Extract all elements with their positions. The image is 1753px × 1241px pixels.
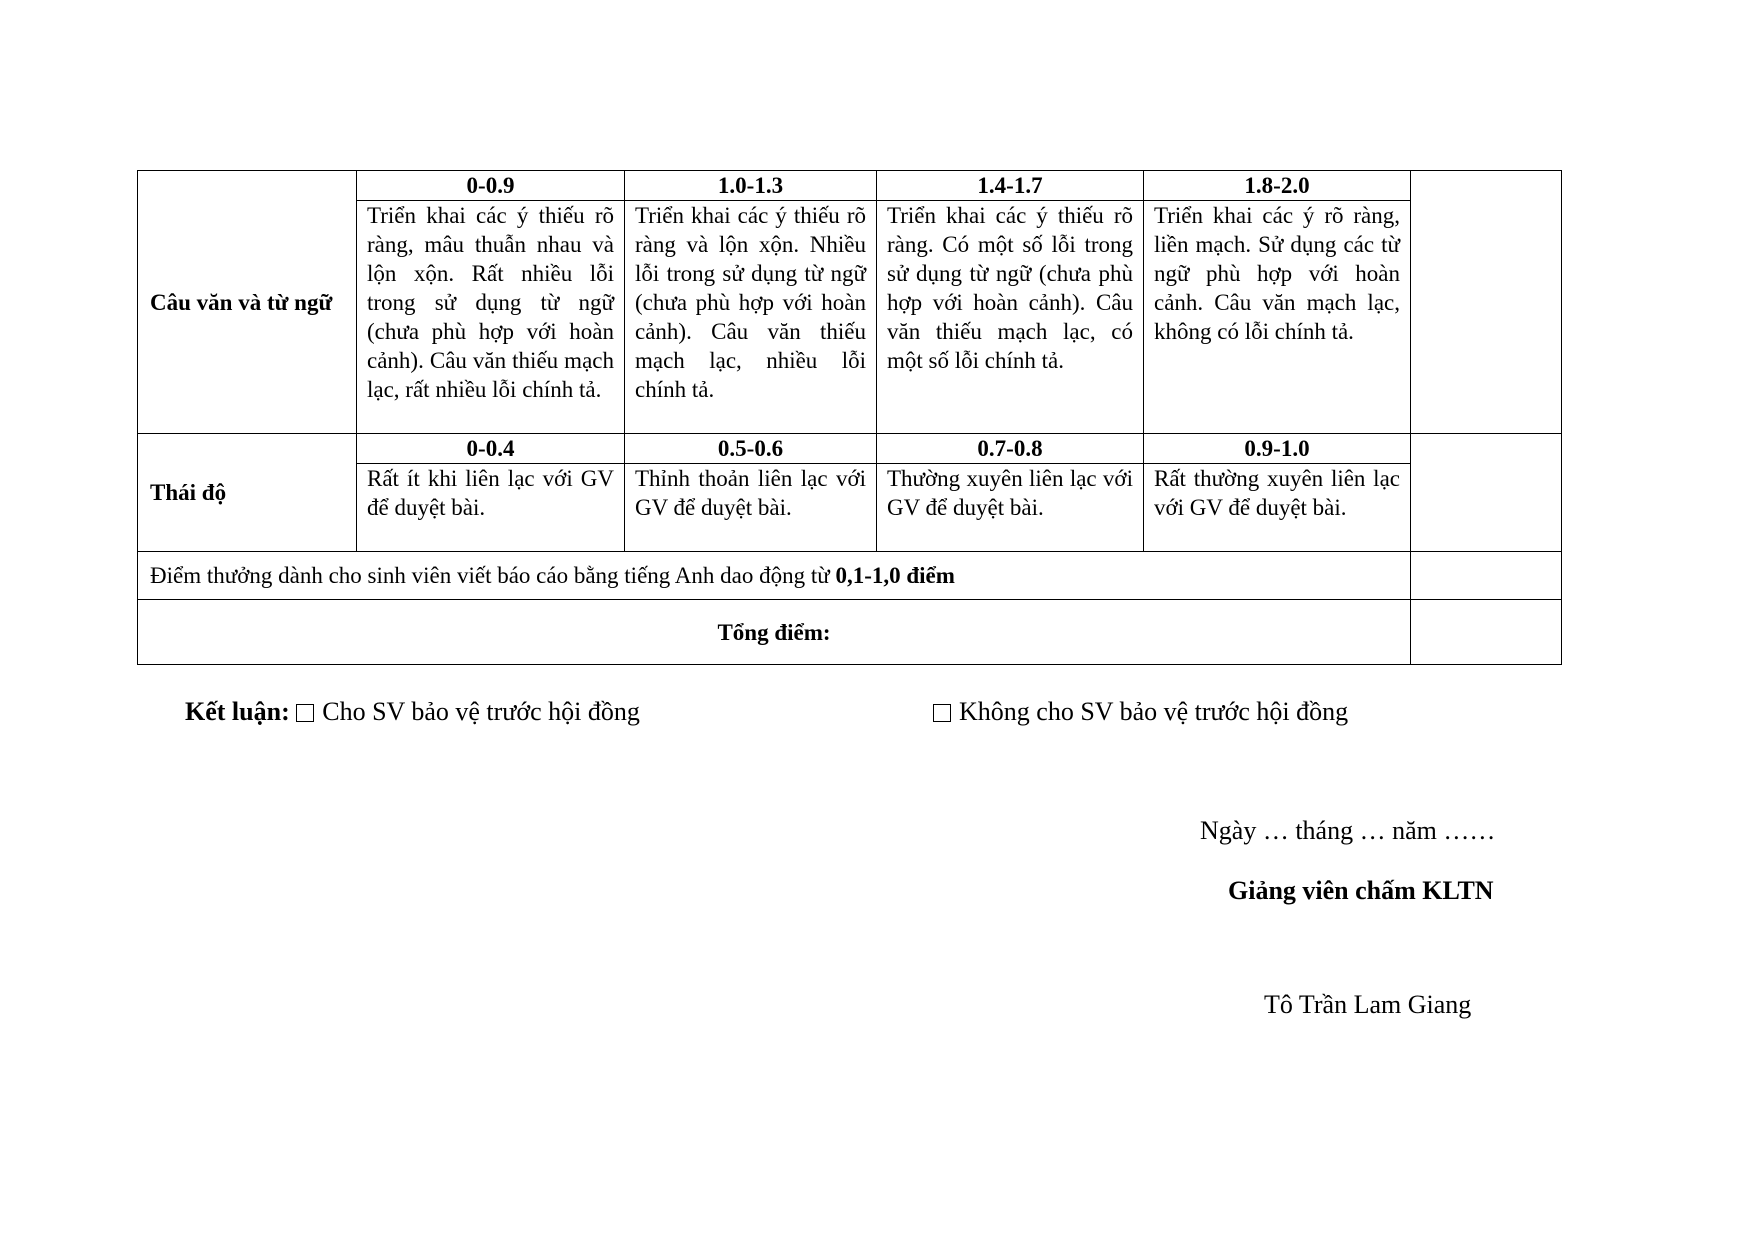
grading-rubric-table [137,170,1562,665]
bonus-points: 0,1-1,0 điểm [835,563,955,588]
level-description: Rất thường xuyên liên lạc với GV để duyệt bài. [1144,464,1411,552]
level-description: Triển khai các ý thiếu rõ ràng. Có một số lỗi trong sử dụng từ ngữ (chưa phù hợp với hoàn cảnh). Câu văn thiếu mạch lạc, có một số lỗi chính tả. [877,201,1144,434]
level-description: Thỉnh thoản liên lạc với GV để duyệt bài. [625,464,877,552]
score-range: 1.0-1.3 [625,171,877,201]
conclusion-label: Kết luận: [185,697,290,726]
bonus-description [138,552,1411,600]
score-range: 1.4-1.7 [877,171,1144,201]
level-description: Rất ít khi liên lạc với GV để duyệt bài. [357,464,625,552]
score-cell[interactable] [1411,171,1562,434]
score-range: 0.9-1.0 [1144,434,1411,464]
checkbox-allow-defense[interactable] [296,704,314,722]
bonus-score-cell[interactable] [1411,552,1562,600]
total-score-cell[interactable] [1411,600,1562,665]
option-deny-defense [933,697,1348,727]
score-cell[interactable] [1411,434,1562,552]
option-allow-defense-label: Cho SV bảo vệ trước hội đồng [322,697,640,726]
score-range: 0-0.4 [357,434,625,464]
score-range: 0-0.9 [357,171,625,201]
rubric-range-row [138,434,1562,464]
score-range: 1.8-2.0 [1144,171,1411,201]
level-description: Thường xuyên liên lạc với GV để duyệt bài. [877,464,1144,552]
checkbox-deny-defense[interactable] [933,704,951,722]
signer-name: Tô Trần Lam Giang [1264,990,1472,1019]
option-deny-defense-label: Không cho SV bảo vệ trước hội đồng [959,697,1349,726]
level-description: Triển khai các ý thiếu rõ ràng và lộn xộn. Nhiều lỗi trong sử dụng từ ngữ (chưa phù hợp với hoàn cảnh). Câu văn thiếu mạch lạc, nhiều lỗi chính tả. [625,201,877,434]
conclusion-line [185,697,1349,727]
signature-date: Ngày … tháng … năm …… [1200,816,1496,845]
level-description: Triển khai các ý rõ ràng, liền mạch. Sử dụng các từ ngữ phù hợp với hoàn cảnh. Câu văn mạch lạc, không có lỗi chính tả. [1144,201,1411,434]
bonus-text: Điểm thưởng dành cho sinh viên viết báo cáo bằng tiếng Anh dao động từ [150,563,836,588]
bonus-row [138,552,1562,600]
criterion-label: Thái độ [138,434,357,552]
score-range: 0.7-0.8 [877,434,1144,464]
total-row [138,600,1562,665]
score-range: 0.5-0.6 [625,434,877,464]
level-description: Triển khai các ý thiếu rõ ràng, mâu thuẫn nhau và lộn xộn. Rất nhiều lỗi trong sử dụng từ ngữ (chưa phù hợp với hoàn cảnh). Câu văn thiếu mạch lạc, rất nhiều lỗi chính tả. [357,201,625,434]
criterion-label: Câu văn và từ ngữ [138,171,357,434]
rubric-range-row [138,171,1562,201]
total-label: Tổng điểm: [138,600,1411,665]
signer-title: Giảng viên chấm KLTN [1228,876,1494,905]
